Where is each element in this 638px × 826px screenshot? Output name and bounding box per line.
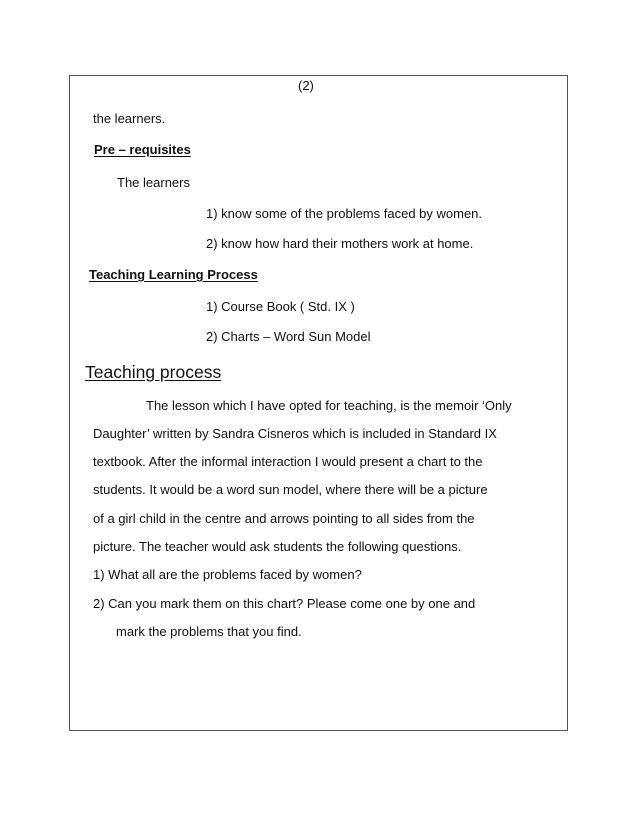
paragraph-line-1: The lesson which I have opted for teaching, is the memoir ‘Only [146, 398, 512, 413]
question-2-continuation: mark the problems that you find. [116, 624, 302, 639]
question-1: 1) What all are the problems faced by women? [93, 567, 362, 582]
tlp-item-2: 2) Charts – Word Sun Model [206, 329, 371, 344]
paragraph-line-3: textbook. After the informal interaction I would present a chart to the [93, 454, 483, 469]
prerequisites-lead: The learners [117, 175, 190, 190]
teaching-learning-process-heading: Teaching Learning Process [89, 267, 258, 282]
prerequisites-heading: Pre – requisites [94, 142, 191, 157]
teaching-process-heading: Teaching process [85, 362, 222, 382]
paragraph-line-6: picture. The teacher would ask students the following questions. [93, 539, 462, 554]
question-2: 2) Can you mark them on this chart? Please come one by one and [93, 596, 476, 611]
paragraph-line-2: Daughter’ written by Sandra Cisneros which is included in Standard IX [93, 426, 497, 441]
page-number: (2) [298, 78, 314, 93]
paragraph-line-5: of a girl child in the centre and arrows pointing to all sides from the [93, 511, 475, 526]
paragraph-line-4: students. It would be a word sun model, where there will be a picture [93, 482, 488, 497]
prerequisite-item-1: 1) know some of the problems faced by women. [206, 206, 483, 221]
tlp-item-1: 1) Course Book ( Std. IX ) [206, 299, 355, 314]
intro-line: the learners. [93, 111, 166, 126]
prerequisite-item-2: 2) know how hard their mothers work at home. [206, 236, 474, 251]
